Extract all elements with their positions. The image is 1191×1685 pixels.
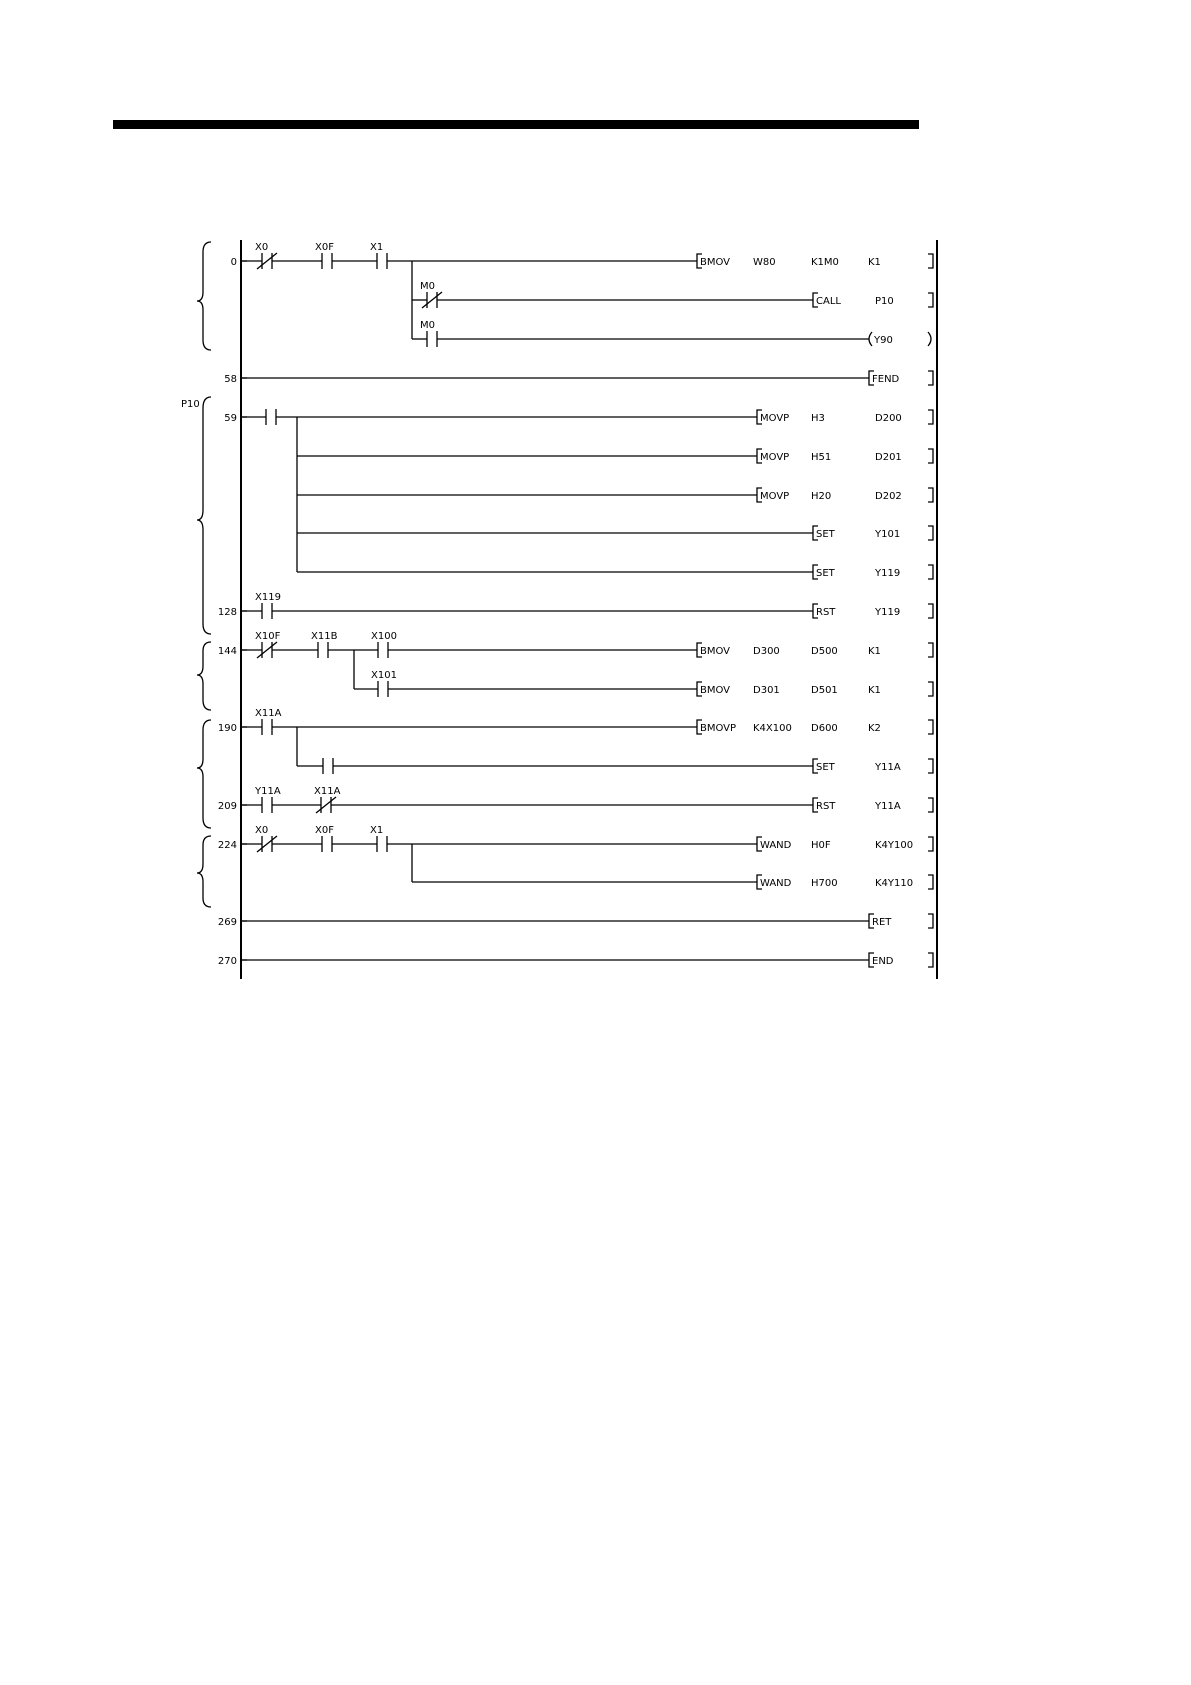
section-brace <box>197 642 211 710</box>
coil-label: Y90 <box>874 335 893 346</box>
instruction-op: SET <box>816 762 835 773</box>
instruction-op: BMOV <box>700 685 731 696</box>
instruction-arg: Y11A <box>875 801 901 812</box>
step-number: 270 <box>217 956 237 967</box>
instruction-op: MOVP <box>760 452 790 463</box>
instruction-arg: H0F <box>811 840 831 851</box>
contact-label: X0F <box>315 242 334 253</box>
instruction-arg: H20 <box>811 491 832 502</box>
contact-label: X11B <box>311 631 338 642</box>
instruction-arg: Y11A <box>875 762 901 773</box>
instruction-bracket-close <box>928 371 933 385</box>
instruction-bracket-close <box>928 565 933 579</box>
section-brace <box>197 397 211 634</box>
pointer-label: P10 <box>181 399 200 410</box>
instruction-arg: Y119 <box>875 607 901 618</box>
step-number: 58 <box>224 374 237 385</box>
instruction-bracket-close <box>928 953 933 967</box>
instruction-arg: W80 <box>753 257 776 268</box>
instruction-arg: K1 <box>868 685 881 696</box>
instruction-arg: H700 <box>811 878 838 889</box>
instruction-op: RST <box>816 607 836 618</box>
step-number: 0 <box>230 257 237 268</box>
instruction-arg: Y119 <box>875 568 901 579</box>
instruction-op: BMOV <box>700 257 731 268</box>
instruction-arg: K1 <box>868 646 881 657</box>
instruction-arg: H51 <box>811 452 832 463</box>
instruction-arg: D202 <box>875 491 902 502</box>
section-brace <box>197 242 211 350</box>
instruction-op: WAND <box>760 840 792 851</box>
contact-label: Y11A <box>255 786 281 797</box>
instruction-arg: D600 <box>811 723 838 734</box>
contact-label: M0 <box>420 281 435 292</box>
instruction-bracket-close <box>928 604 933 618</box>
instruction-bracket-close <box>928 643 933 657</box>
contact-label: X0 <box>255 825 269 836</box>
instruction-op: WAND <box>760 878 792 889</box>
instruction-arg: K4Y110 <box>875 878 914 889</box>
instruction-arg: D300 <box>753 646 780 657</box>
instruction-arg: D201 <box>875 452 902 463</box>
step-number: 209 <box>217 801 237 812</box>
instruction-op: MOVP <box>760 491 790 502</box>
instruction-op: MOVP <box>760 413 790 424</box>
instruction-bracket-close <box>928 875 933 889</box>
step-number: 224 <box>217 840 237 851</box>
step-number: 269 <box>217 917 237 928</box>
section-brace <box>197 836 211 907</box>
step-number: 59 <box>224 413 237 424</box>
instruction-bracket-close <box>928 410 933 424</box>
instruction-op: RST <box>816 801 836 812</box>
instruction-op: SET <box>816 568 835 579</box>
instruction-arg: P10 <box>875 296 894 307</box>
contact-label: X0 <box>255 242 269 253</box>
instruction-bracket-close <box>928 526 933 540</box>
contact-label: X100 <box>371 631 397 642</box>
coil-open <box>869 332 872 346</box>
instruction-op: BMOV <box>700 646 731 657</box>
contact-label: X0F <box>315 825 334 836</box>
contact-label: X101 <box>371 670 397 681</box>
contact-label: X10F <box>255 631 281 642</box>
instruction-arg: K1M0 <box>811 257 839 268</box>
coil-close <box>928 332 931 346</box>
instruction-op: FEND <box>872 374 900 385</box>
step-number: 144 <box>217 646 237 657</box>
instruction-arg: K1 <box>868 257 881 268</box>
step-number: 190 <box>217 723 237 734</box>
instruction-bracket-close <box>928 759 933 773</box>
instruction-arg: D301 <box>753 685 780 696</box>
instruction-bracket-close <box>928 293 933 307</box>
instruction-arg: H3 <box>811 413 825 424</box>
contact-label: X1 <box>370 242 384 253</box>
instruction-op: SET <box>816 529 835 540</box>
instruction-arg: D500 <box>811 646 838 657</box>
section-brace <box>197 720 211 828</box>
instruction-arg: Y101 <box>875 529 901 540</box>
instruction-bracket-close <box>928 254 933 268</box>
instruction-arg: K2 <box>868 723 881 734</box>
instruction-op: END <box>872 956 894 967</box>
contact-label: M0 <box>420 320 435 331</box>
instruction-arg: K4Y100 <box>875 840 914 851</box>
contact-label: X11A <box>255 708 282 719</box>
instruction-bracket-close <box>928 720 933 734</box>
instruction-bracket-close <box>928 914 933 928</box>
instruction-op: BMOVP <box>700 723 737 734</box>
instruction-bracket-close <box>928 449 933 463</box>
instruction-bracket-close <box>928 837 933 851</box>
instruction-arg: K4X100 <box>753 723 792 734</box>
instruction-bracket-close <box>928 682 933 696</box>
contact-label: X1 <box>370 825 384 836</box>
step-number: 128 <box>217 607 237 618</box>
instruction-bracket-close <box>928 798 933 812</box>
instruction-op: RET <box>872 917 892 928</box>
instruction-bracket-close <box>928 488 933 502</box>
contact-label: X119 <box>255 592 281 603</box>
instruction-op: CALL <box>816 296 841 307</box>
instruction-arg: D200 <box>875 413 902 424</box>
contact-label: X11A <box>314 786 341 797</box>
instruction-arg: D501 <box>811 685 838 696</box>
